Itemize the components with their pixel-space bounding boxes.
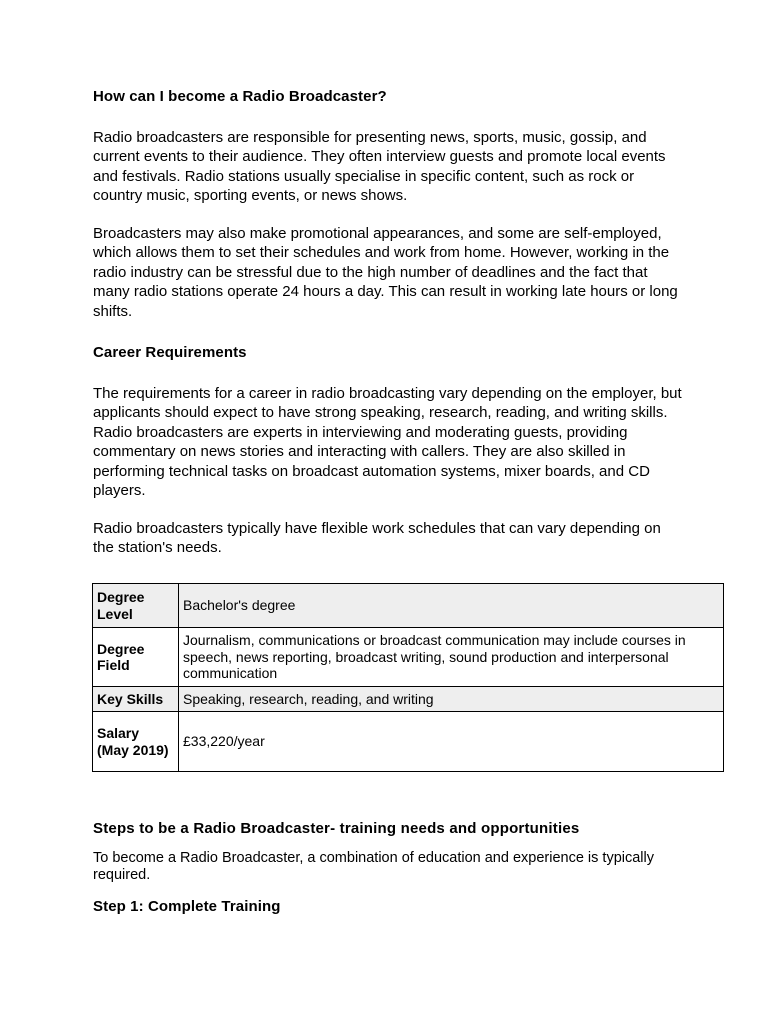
page-title: How can I become a Radio Broadcaster? [93, 88, 387, 105]
step-1-heading: Step 1: Complete Training [93, 898, 281, 915]
table-label-cell: Degree Level [93, 584, 179, 628]
career-facts-table [92, 583, 724, 772]
career-requirements-heading: Career Requirements [93, 344, 247, 361]
table-row-degree-level [93, 584, 724, 628]
table-label-cell: Salary (May 2019) [93, 712, 179, 772]
steps-paragraph: To become a Radio Broadcaster, a combination of education and experience is typically required. [93, 850, 654, 883]
table-value-cell: £33,220/year [179, 712, 724, 772]
intro-paragraph-1: Radio broadcasters are responsible for presenting news, sports, music, gossip, and current events to their audience. They often interview guests and promote local events and festivals. Radio stations usually specialise in specific content, such as rock or country music, sporting events, or news shows. [93, 129, 666, 205]
career-paragraph-1: The requirements for a career in radio broadcasting vary depending on the employer, but applicants should expect to have strong speaking, research, reading, and writing skills. Radio broadcasters are experts in interviewing and moderating guests, providing commentary on news stories and interacting with callers. They are also skilled in performing technical tasks on broadcast automation systems, mixer boards, and CD players. [93, 385, 682, 500]
table-label-cell: Degree Field [93, 628, 179, 687]
steps-heading: Steps to be a Radio Broadcaster- training needs and opportunities [93, 820, 580, 837]
career-paragraph-2: Radio broadcasters typically have flexible work schedules that can vary depending on the station's needs. [93, 520, 661, 557]
intro-paragraph-2: Broadcasters may also make promotional appearances, and some are self-employed, which allows them to set their schedules and work from home. However, working in the radio industry can be stressful due to the high number of deadlines and the fact that many radio stations operate 24 hours a day. This can result in working late hours or long shifts. [93, 225, 678, 320]
table-row-key-skills [93, 687, 724, 712]
table-row-salary [93, 712, 724, 772]
table-value-cell: Speaking, research, reading, and writing [179, 687, 724, 712]
table-label-cell: Key Skills [93, 687, 179, 712]
table-value-cell: Bachelor's degree [179, 584, 724, 628]
table-row-degree-field [93, 628, 724, 687]
table-value-cell: Journalism, communications or broadcast communication may include courses in speech, news reporting, broadcast writing, sound production and interpersonal communication [179, 628, 724, 687]
